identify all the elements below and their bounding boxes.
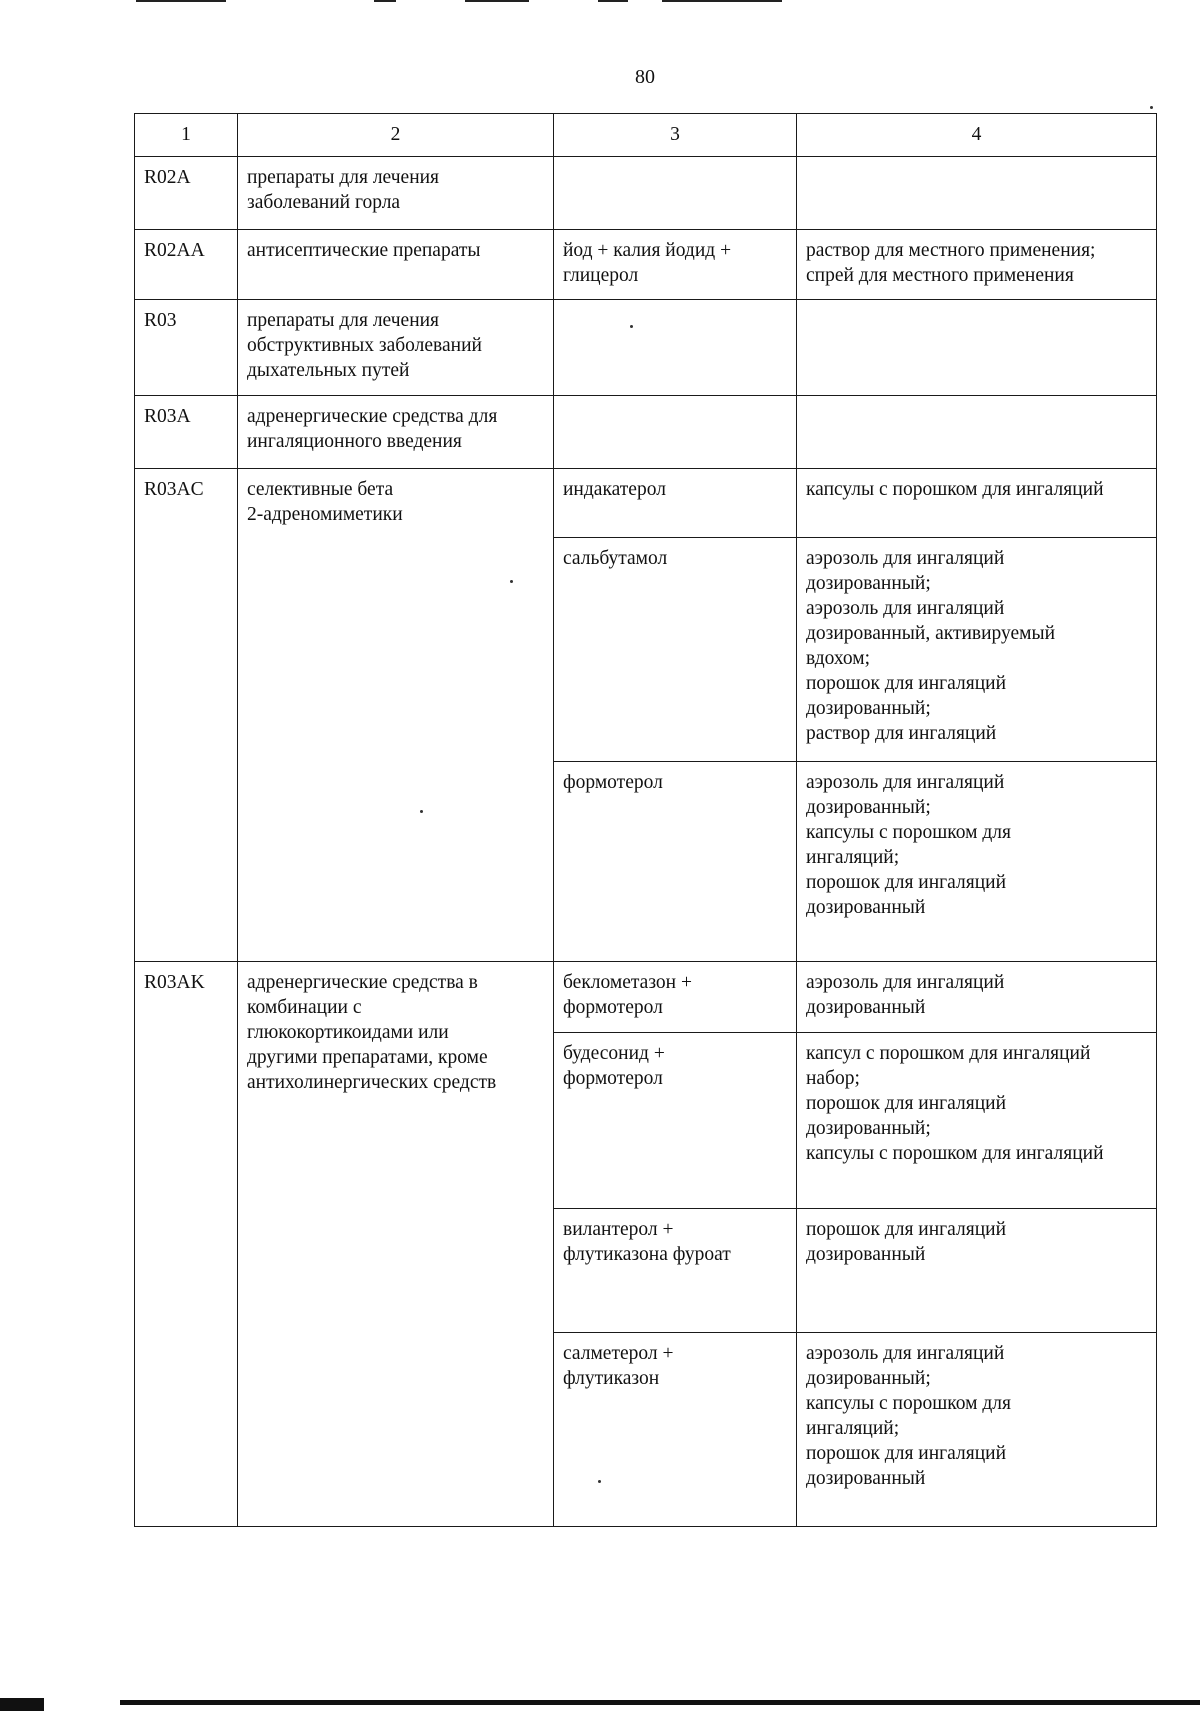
scan-artifact-top: [662, 0, 782, 2]
header-cell: 4: [797, 114, 1157, 157]
form-line: аэрозоль для ингаляций: [806, 972, 1005, 993]
scan-artifact-top: [374, 0, 396, 2]
drug-line: йод + калия йодид +: [563, 240, 732, 261]
form-cell: [797, 469, 1157, 538]
form-line: капсулы с порошком для: [806, 1393, 1011, 1414]
form-line: раствор для местного применения;: [806, 240, 1096, 261]
form-line: порошок для ингаляций: [806, 1219, 1006, 1240]
scan-artifact-bottom: [0, 1698, 44, 1711]
table-row: [135, 157, 1157, 230]
group-line: препараты для лечения: [247, 167, 440, 188]
form-line: капсулы с порошком для ингаляций: [806, 479, 1104, 500]
group-line: комбинации с: [247, 997, 362, 1018]
drug-cell: [554, 1209, 797, 1333]
header-row: [135, 114, 1157, 157]
drug-cell: [554, 396, 797, 469]
group-cell: [238, 396, 554, 469]
drug-cell: [554, 157, 797, 230]
form-cell: [797, 1333, 1157, 1527]
medication-table: [134, 113, 1157, 1527]
form-cell: [797, 1033, 1157, 1209]
scan-artifact-top: [465, 0, 529, 2]
group-cell: [238, 230, 554, 300]
form-line: спрей для местного применения: [806, 265, 1074, 286]
table-row: [135, 469, 1157, 538]
form-cell: [797, 230, 1157, 300]
form-cell: [797, 396, 1157, 469]
form-line: дозированный, активируемый: [806, 623, 1056, 644]
group-line: обструктивных заболеваний: [247, 335, 482, 356]
atc-code-cell: R03A: [135, 396, 238, 469]
drug-line: будесонид +: [563, 1043, 665, 1064]
form-line: дозированный;: [806, 1118, 931, 1139]
drug-line: индакатерол: [563, 479, 666, 500]
group-line: дыхательных путей: [247, 360, 410, 381]
drug-cell: [554, 962, 797, 1033]
drug-line: сальбутамол: [563, 548, 668, 569]
form-line: аэрозоль для ингаляций: [806, 772, 1005, 793]
form-line: дозированный: [806, 997, 926, 1018]
group-line: адренергические средства в: [247, 972, 478, 993]
form-line: вдохом;: [806, 648, 871, 669]
form-line: аэрозоль для ингаляций: [806, 598, 1005, 619]
table-row: [135, 300, 1157, 396]
form-line: порошок для ингаляций: [806, 1093, 1006, 1114]
form-line: дозированный;: [806, 1368, 931, 1389]
form-line: дозированный: [806, 897, 926, 918]
form-cell: [797, 538, 1157, 762]
drug-cell: [554, 1033, 797, 1209]
form-line: порошок для ингаляций: [806, 1443, 1006, 1464]
drug-cell: [554, 230, 797, 300]
atc-code-cell: R03: [135, 300, 238, 396]
scan-speck: [510, 580, 513, 583]
atc-code-cell: R03AC: [135, 469, 238, 962]
drug-cell: [554, 1333, 797, 1527]
form-line: дозированный: [806, 1468, 926, 1489]
form-line: набор;: [806, 1068, 860, 1089]
form-line: капсулы с порошком для: [806, 822, 1011, 843]
group-line: 2-адреномиметики: [247, 504, 403, 525]
drug-line: формотерол: [563, 1068, 663, 1089]
form-line: дозированный;: [806, 573, 931, 594]
table-row: [135, 962, 1157, 1033]
form-cell: [797, 300, 1157, 396]
drug-line: флутиказона фуроат: [563, 1244, 731, 1265]
scan-speck: [630, 325, 633, 328]
page-number: 80: [635, 66, 655, 88]
group-line: антисептические препараты: [247, 240, 481, 261]
drug-cell: [554, 762, 797, 962]
drug-line: вилантерол +: [563, 1219, 674, 1240]
form-cell: [797, 762, 1157, 962]
table-row: [135, 230, 1157, 300]
atc-code-cell: R02AA: [135, 230, 238, 300]
drug-line: глицерол: [563, 265, 639, 286]
header-cell: 3: [554, 114, 797, 157]
drug-line: формотерол: [563, 997, 663, 1018]
group-line: препараты для лечения: [247, 310, 440, 331]
header-cell: 2: [238, 114, 554, 157]
form-line: капсулы с порошком для ингаляций: [806, 1143, 1104, 1164]
scan-artifact-bottom: [120, 1700, 1200, 1705]
atc-code-cell: R03AK: [135, 962, 238, 1527]
form-line: порошок для ингаляций: [806, 872, 1006, 893]
scan-artifact-top: [598, 0, 628, 2]
drug-cell: [554, 469, 797, 538]
form-cell: [797, 157, 1157, 230]
group-cell: [238, 469, 554, 962]
drug-line: флутиказон: [563, 1368, 660, 1389]
form-cell: [797, 962, 1157, 1033]
drug-line: формотерол: [563, 772, 663, 793]
header-cell: 1: [135, 114, 238, 157]
scan-speck: [420, 810, 423, 813]
table-row: [135, 396, 1157, 469]
drug-cell: [554, 300, 797, 396]
form-cell: [797, 1209, 1157, 1333]
drug-line: беклометазон +: [563, 972, 692, 993]
form-line: раствор для ингаляций: [806, 723, 997, 744]
group-line: антихолинергических средств: [247, 1072, 497, 1093]
group-cell: [238, 962, 554, 1527]
group-cell: [238, 157, 554, 230]
atc-code-cell: R02A: [135, 157, 238, 230]
form-line: дозированный: [806, 1244, 926, 1265]
scan-speck: [1150, 106, 1153, 109]
group-line: другими препаратами, кроме: [247, 1047, 488, 1068]
group-line: ингаляционного введения: [247, 431, 462, 452]
group-line: глюкокортикоидами или: [247, 1022, 449, 1043]
group-line: заболеваний горла: [247, 192, 401, 213]
form-line: капсул с порошком для ингаляций: [806, 1043, 1091, 1064]
scan-speck: [598, 1480, 601, 1483]
drug-line: салметерол +: [563, 1343, 674, 1364]
form-line: дозированный;: [806, 698, 931, 719]
form-line: ингаляций;: [806, 847, 900, 868]
drug-cell: [554, 538, 797, 762]
scan-artifact-top: [136, 0, 226, 2]
form-line: аэрозоль для ингаляций: [806, 1343, 1005, 1364]
form-line: ингаляций;: [806, 1418, 900, 1439]
group-line: адренергические средства для: [247, 406, 498, 427]
form-line: дозированный;: [806, 797, 931, 818]
group-cell: [238, 300, 554, 396]
form-line: аэрозоль для ингаляций: [806, 548, 1005, 569]
group-line: селективные бета: [247, 479, 394, 500]
form-line: порошок для ингаляций: [806, 673, 1006, 694]
